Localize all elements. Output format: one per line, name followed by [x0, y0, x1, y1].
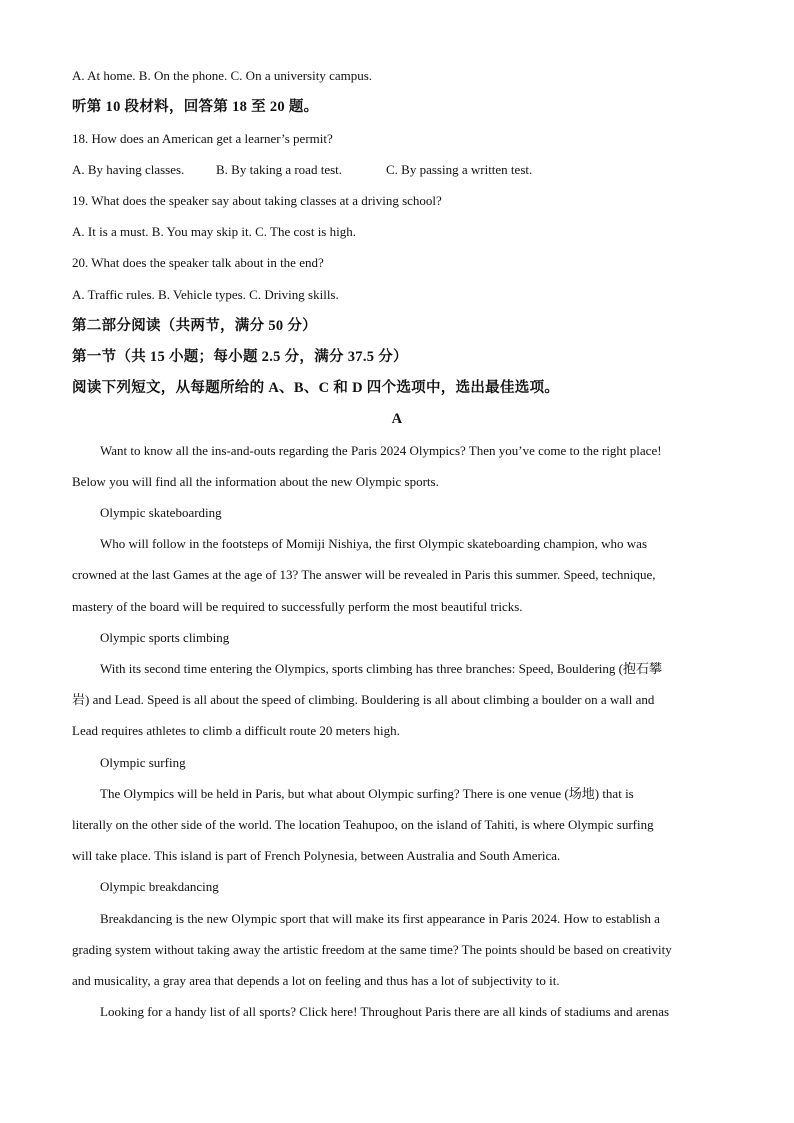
passage-intro-line-2: Below you will find all the information about the new Olympic sports. — [72, 474, 439, 489]
breakdancing-line-2: grading system without taking away the artistic freedom at the same time? The points should be based on creativity — [72, 942, 672, 957]
breakdancing-heading: Olympic breakdancing — [100, 879, 219, 894]
q18-question: 18. How does an American get a learner’s permit? — [72, 131, 333, 146]
skateboarding-heading: Olympic skateboarding — [100, 505, 222, 520]
q18-option-b: B. By taking a road test. — [216, 162, 343, 177]
section-10-heading: 听第 10 段材料，回答第 18 至 20 题。 — [72, 99, 319, 115]
breakdancing-line-1: Breakdancing is the new Olympic sport that will make its first appearance in Paris 2024. How to establish a — [100, 911, 660, 926]
passage-intro-line-1: Want to know all the ins-and-outs regarding the Paris 2024 Olympics? Then you’ve come to the right place! — [100, 443, 662, 458]
q18-options — [72, 162, 532, 178]
climbing-line-2: 岩) and Lead. Speed is all about the speed of climbing. Bouldering is all about climbing a boulder on a wall and — [72, 692, 655, 707]
q18-option-c: C. By passing a written test. — [386, 162, 533, 177]
skateboarding-line-2: crowned at the last Games at the age of 13? The answer will be revealed in Paris this summer. Speed, technique, — [72, 567, 656, 582]
skateboarding-line-1: Who will follow in the footsteps of Momiji Nishiya, the first Olympic skateboarding champion, who was — [100, 536, 648, 551]
section1-heading: 第一节（共 15 小题；每小题 2.5 分，满分 37.5 分） — [72, 349, 408, 365]
closing-line-1: Looking for a handy list of all sports? Click here! Throughout Paris there are all kinds of stadiums and arenas — [100, 1004, 670, 1019]
q20-question: 20. What does the speaker talk about in the end? — [72, 255, 324, 270]
surfing-line-1: The Olympics will be held in Paris, but what about Olympic surfing? There is one venue (场地) that is — [100, 786, 634, 801]
q20-options: A. Traffic rules. B. Vehicle types. C. Driving skills. — [72, 287, 339, 302]
climbing-line-1: With its second time entering the Olympics, sports climbing has three branches: Speed, Bouldering (抱石攀 — [100, 661, 662, 676]
q18-option-a: A. By having classes. — [72, 162, 185, 177]
surfing-line-2: literally on the other side of the world. The location Teahupoo, on the island of Tahiti, is where Olympic surfing — [72, 817, 654, 832]
climbing-line-3: Lead requires athletes to climb a difficult route 20 meters high. — [72, 723, 400, 738]
q17-options: A. At home. B. On the phone. C. On a university campus. — [72, 68, 373, 83]
q19-question: 19. What does the speaker say about taking classes at a driving school? — [72, 193, 442, 208]
climbing-heading: Olympic sports climbing — [100, 630, 230, 645]
passage-label: A — [391, 411, 403, 427]
surfing-heading: Olympic surfing — [100, 755, 186, 770]
skateboarding-line-3: mastery of the board will be required to successfully perform the most beautiful tricks. — [72, 599, 523, 614]
part2-heading: 第二部分阅读（共两节，满分 50 分） — [72, 318, 317, 334]
reading-instructions: 阅读下列短文，从每题所给的 A、B、C 和 D 四个选项中，选出最佳选项。 — [72, 380, 560, 396]
surfing-line-3: will take place. This island is part of French Polynesia, between Australia and South America. — [72, 848, 561, 863]
breakdancing-line-3: and musicality, a gray area that depends a lot on feeling and thus has a lot of subjectivity to it. — [72, 973, 560, 988]
q19-options: A. It is a must. B. You may skip it. C. The cost is high. — [72, 224, 356, 239]
